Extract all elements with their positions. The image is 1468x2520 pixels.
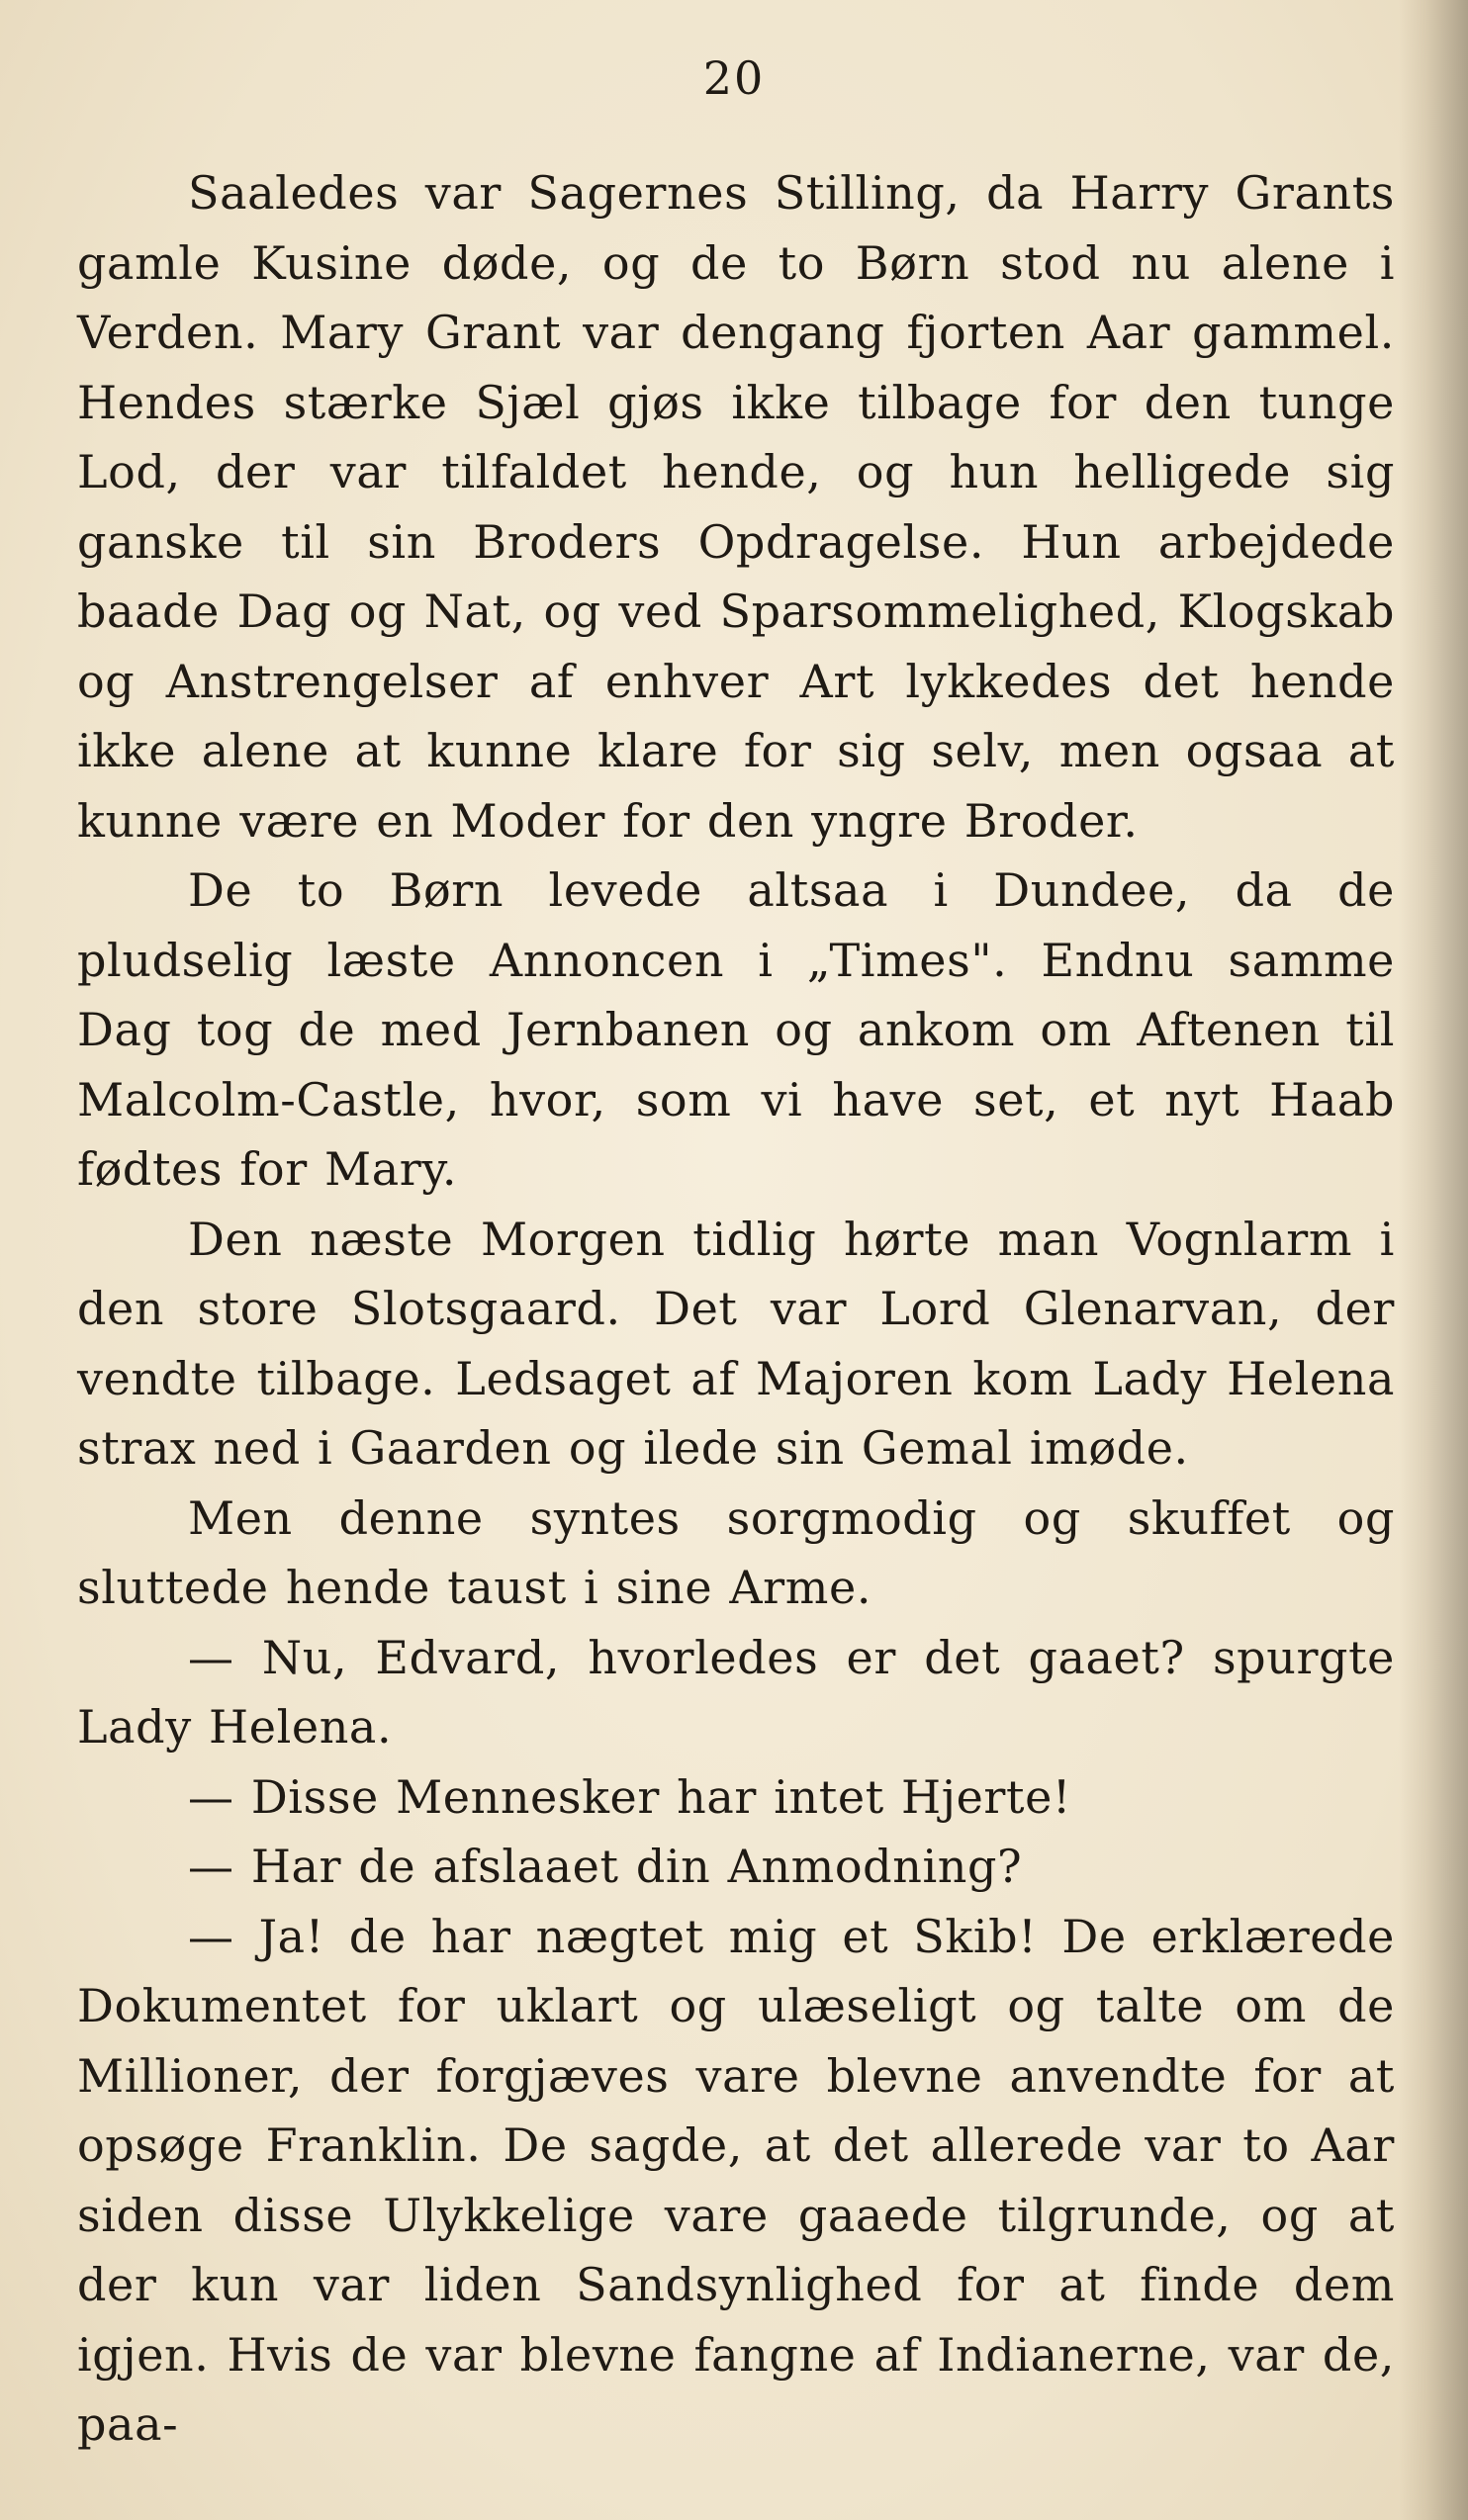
dialogue-line-1: — Nu, Edvard, hvorledes er det gaaet? spurgte Lady Helena.	[77, 1630, 1395, 1754]
paragraph-4: Men denne syntes sorgmodig og skuffet og sluttede hende taust i sine Arme.	[77, 1490, 1395, 1614]
body-text	[77, 158, 1395, 2460]
dialogue-line-3: — Har de afslaaet din Anmodning?	[188, 1840, 1023, 1893]
paragraph-1: Saaledes var Sagernes Stilling, da Harry Grants gamle Kusine døde, og de to Børn stod nu alene i Verden. Mary Grant var dengang fjorten Aar gammel. Hendes stærke Sjæl gjøs ikke tilbage for den tunge Lod, der var tilfaldet hende, og hun helligede sig ganske til sin Broders Opdragelse. Hun arbejdede baade Dag og Nat, og ved Sparsommelighed, Klogskab og Anstrengelser af enhver Art lykkedes det hende ikke alene at kunne klare for sig selv, men ogsaa at kunne være en Moder for den yngre Broder.	[77, 166, 1395, 848]
dialogue-line-2: — Disse Mennesker har intet Hjerte!	[188, 1769, 1071, 1824]
paragraph-3: Den næste Morgen tidlig hørte man Vognlarm i den store Slotsgaard. Det var Lord Glenarvan, der vendte tilbage. Ledsaget af Majoren kom Lady Helena strax ned i Gaarden og ilede sin Gemal imøde.	[77, 1212, 1395, 1475]
paragraph-2: De to Børn levede altsaa i Dundee, da de pludselig læste Annoncen i „Times". Endnu samme Dag tog de med Jernbanen og ankom om Aftenen til Malcolm-Castle, hvor, som vi have set, et nyt Haab fødtes for Mary.	[77, 863, 1395, 1196]
page-number: 20	[702, 51, 766, 105]
page-spine-shadow	[1399, 0, 1468, 2520]
dialogue-line-4: — Ja! de har nægtet mig et Skib! De erklærede Dokumentet for uklart og ulæseligt og talte om de Millioner, der forgjæves vare blevne anvendte for at opsøge Franklin. De sagde, at det allerede var to Aar siden disse Ulykkelige vare gaaede tilgrunde, og at der kun var liden Sandsynlighed for at finde dem igjen. Hvis de var blevne fangne af Indianerne, var de, paa-	[77, 1909, 1395, 2451]
